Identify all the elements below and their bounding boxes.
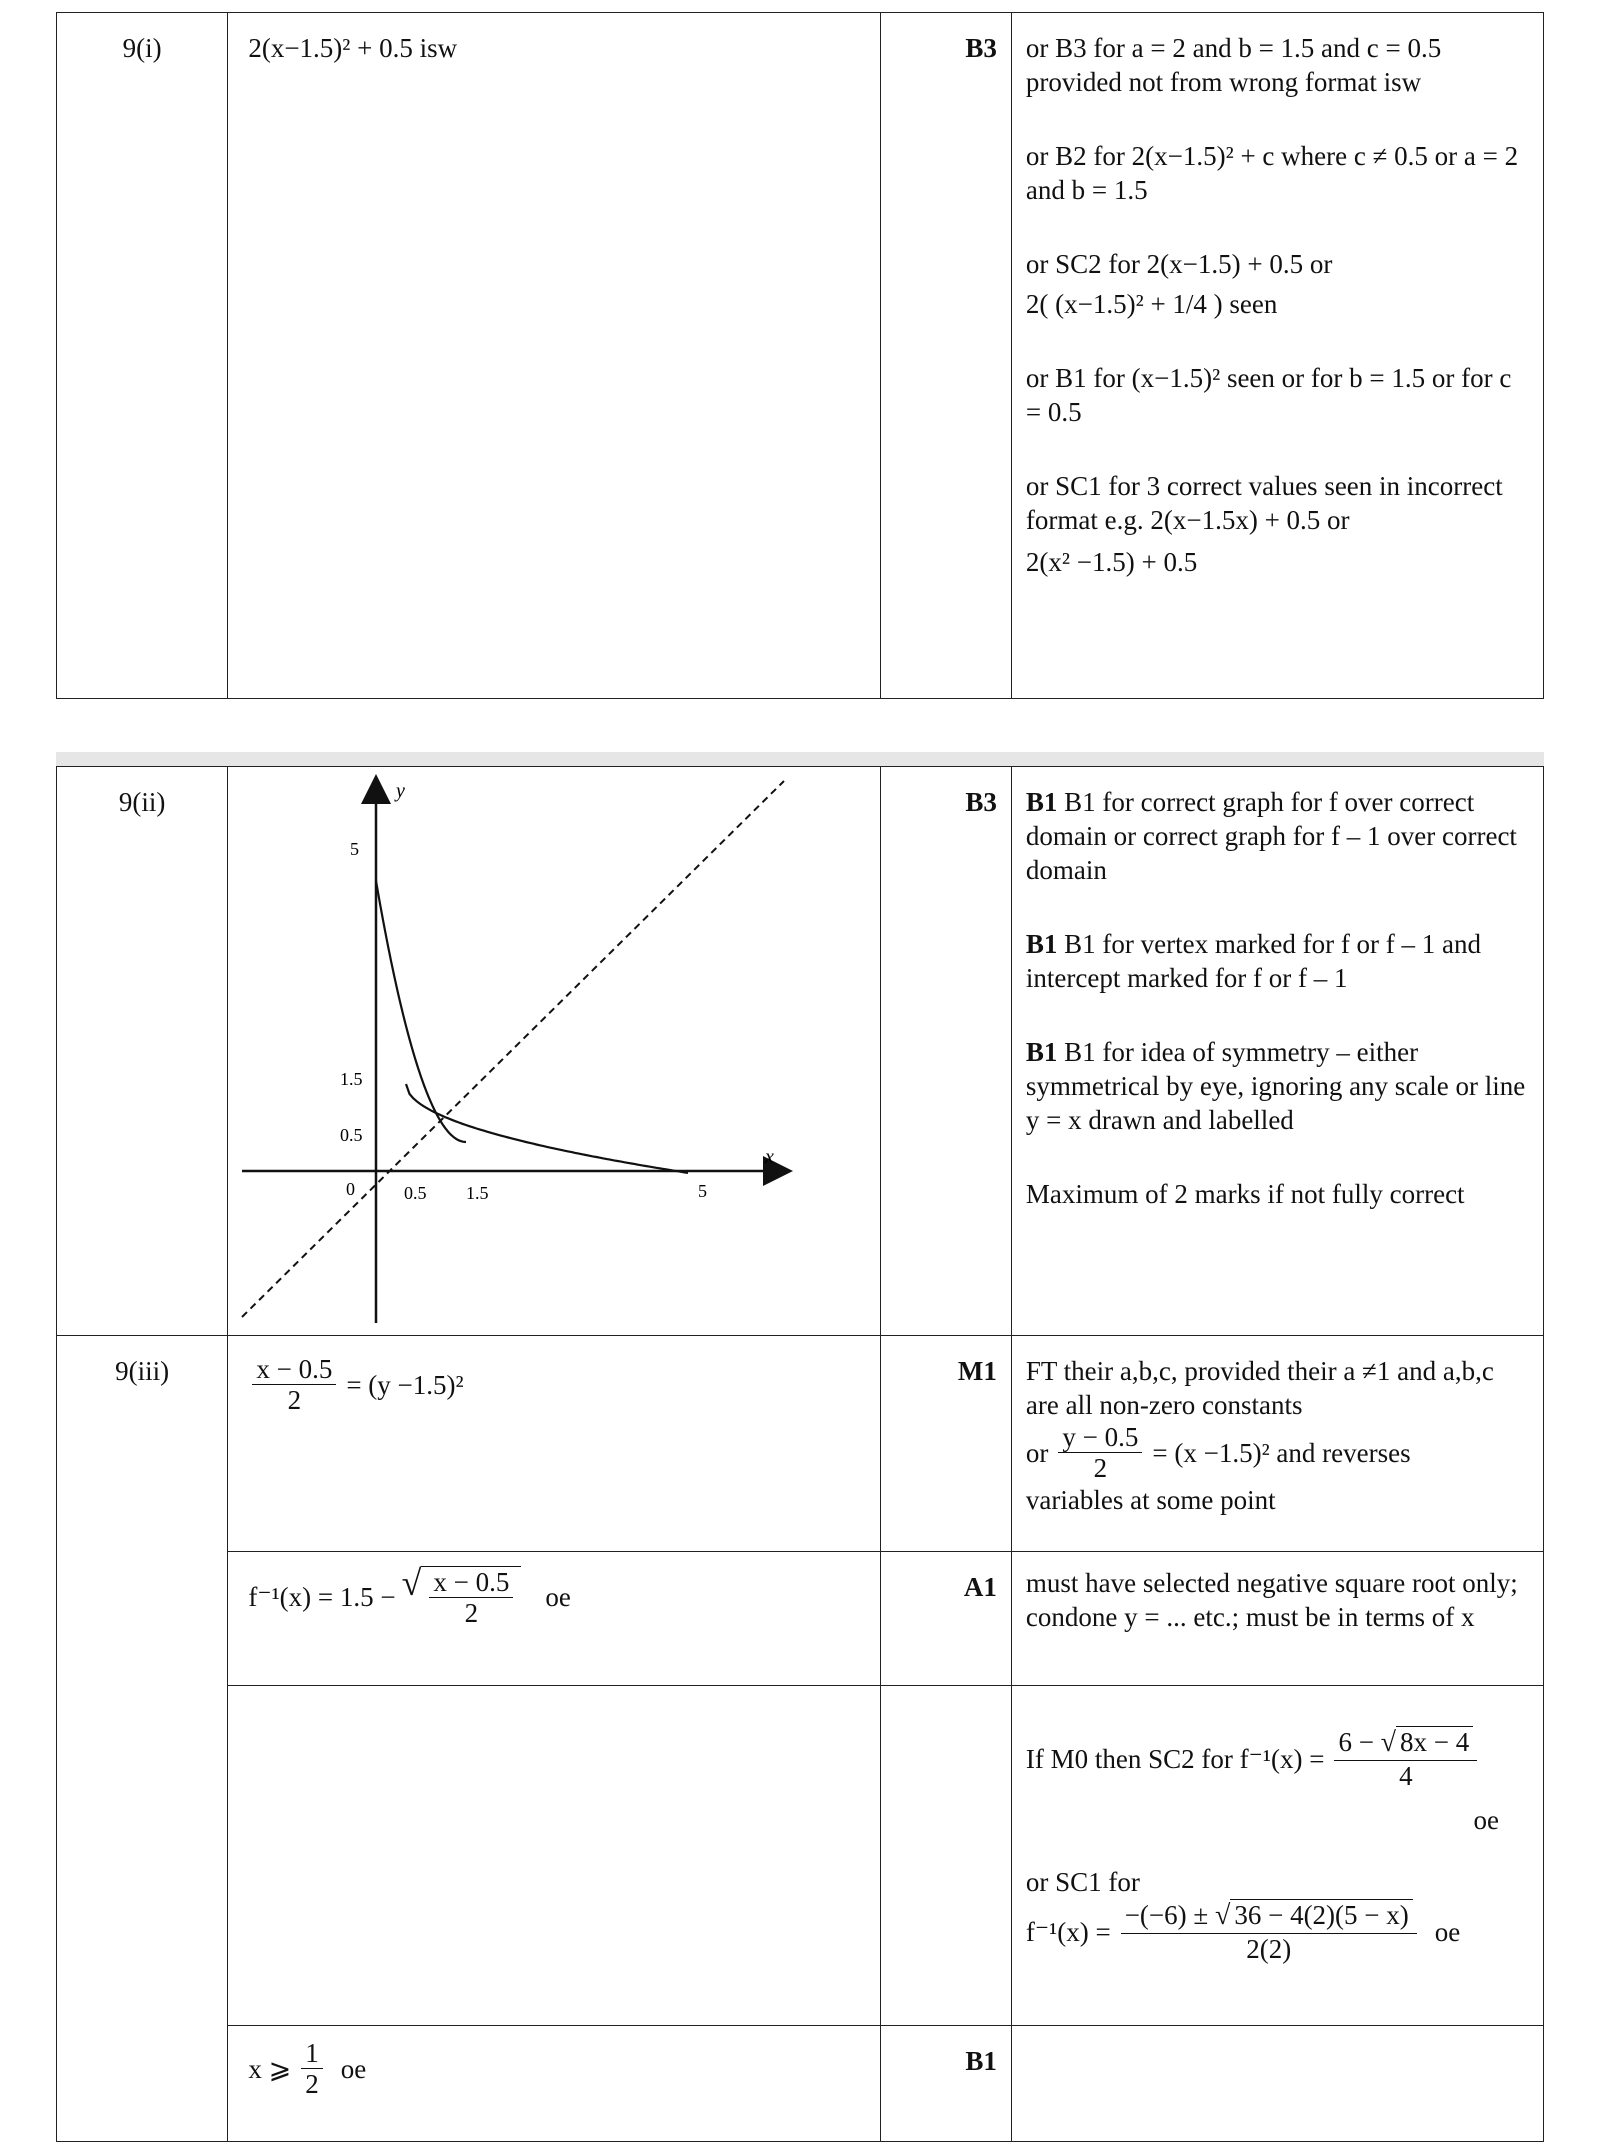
- guidance-sc1: or SC1 for 3 correct values seen in incorrect format e.g. 2(x−1.5x) + 0.5 or: [1025, 471, 1503, 535]
- table-row: [57, 1686, 1544, 2026]
- guidance-sc2-formula: If M0 then SC2 for f⁻¹(x) = 6 − √ 8x − 4 4: [1026, 1726, 1481, 1791]
- question-number: 9(i): [122, 33, 162, 63]
- x-tick-label: 1.5: [466, 1183, 489, 1203]
- guidance-b2: or B2 for 2(x−1.5)² + c where c ≠ 0.5 or a = 2 and b = 1.5: [1025, 141, 1519, 205]
- answer-cell: [228, 1552, 880, 1686]
- guidance-b3: or B3 for a = 2 and b = 1.5 and c = 0.5 provided not from wrong format isw: [1025, 33, 1442, 97]
- question-number-cell: [57, 767, 228, 1336]
- mark-cell: [880, 1336, 1011, 1552]
- guidance-sc1-formula: f⁻¹(x) = −(−6) ± √ 36 − 4(2)(5 − x) 2(2) oe: [1025, 1900, 1461, 1964]
- guidance-vertex: B1 B1 for vertex marked for f or f – 1 and intercept marked for f or f – 1: [1025, 929, 1482, 993]
- mark-cell: [880, 2026, 1011, 2142]
- table-row: [57, 1336, 1544, 1552]
- x-axis-label: x: [765, 1146, 775, 1168]
- answer-m1: $\frac{x - 0.5}{2}$ = (y −1.5)²: [228, 1336, 463, 1415]
- guidance-reverse: or $\frac{y - 0.5}{2}$ = (x −1.5)² and reverses: [1025, 1422, 1411, 1483]
- answer-a1: f⁻¹(x) = 1.5 − √ $\frac{x - 0.5}{2}$ oe: [248, 1563, 571, 1628]
- mark-cell: [880, 767, 1011, 1336]
- y-tick-label: 0.5: [340, 1125, 363, 1145]
- question-number: 9(iii): [115, 1356, 170, 1386]
- table-row: [57, 2026, 1544, 2142]
- answer-cell: [228, 13, 880, 699]
- mark-label: B3: [965, 787, 997, 817]
- table-row: [57, 1552, 1544, 1686]
- guidance-variables: variables at some point: [1025, 1485, 1276, 1515]
- mark-cell: [880, 1552, 1011, 1686]
- section-divider: [56, 752, 1544, 766]
- answer-b1: x ⩾ $\frac{1}{2}$ oe: [248, 2038, 367, 2099]
- x-tick-label: 0.5: [404, 1183, 427, 1203]
- y-tick-label: 1.5: [340, 1069, 363, 1089]
- guidance-b1: or B1 for (x−1.5)² seen or for b = 1.5 or for c = 0.5: [1025, 363, 1512, 427]
- guidance-negative-root: must have selected negative square root only; condone y = ... etc.; must be in terms of x: [1025, 1568, 1518, 1632]
- guidance-sc1-lead: or SC1 for: [1025, 1867, 1140, 1897]
- guidance-sc2-alt: 2( (x−1.5)² + 1/4 ) seen: [1025, 289, 1278, 319]
- mark-scheme-table-9i: [56, 12, 1544, 699]
- function-graph: [228, 767, 868, 1327]
- guidance-max: Maximum of 2 marks if not fully correct: [1025, 1179, 1465, 1209]
- graph-cell: [228, 767, 880, 1336]
- guidance-cell: [1011, 1552, 1543, 1686]
- mark-label: M1: [957, 1356, 997, 1386]
- guidance-cell: [1011, 13, 1543, 699]
- line-y-equals-x: [242, 781, 784, 1317]
- answer-text: 2(x−1.5)² + 0.5 isw: [248, 33, 458, 63]
- answer-cell: [228, 1336, 880, 1552]
- guidance-sc2: or SC2 for 2(x−1.5) + 0.5 or: [1025, 249, 1333, 279]
- y-axis-label: y: [396, 780, 406, 802]
- answer-cell: [228, 2026, 880, 2142]
- origin-label: 0: [346, 1179, 356, 1199]
- table-row: [57, 767, 1544, 1336]
- curve-f: [376, 881, 466, 1142]
- mark-label: B1: [965, 2046, 997, 2076]
- mark-label: A1: [963, 1572, 997, 1602]
- guidance-cell: [1011, 767, 1543, 1336]
- mark-scheme-table-9ii-9iii: [56, 766, 1544, 2142]
- guidance-graph: B1 B1 for correct graph for f over correct domain or correct graph for f – 1 over correct domain: [1025, 787, 1517, 885]
- question-number-cell: [57, 13, 228, 699]
- question-number-cell: [57, 1336, 228, 2142]
- guidance-cell: [1011, 1686, 1543, 2026]
- mark-label: B3: [965, 33, 997, 63]
- guidance-cell: [1011, 1336, 1543, 1552]
- guidance-symmetry: B1 B1 for idea of symmetry – either symmetrical by eye, ignoring any scale or line y = x drawn and labelled: [1025, 1037, 1526, 1135]
- table-row: [57, 13, 1544, 699]
- mark-cell: [880, 13, 1011, 699]
- guidance-ft: FT their a,b,c, provided their a ≠1 and a,b,c are all non-zero constants: [1025, 1356, 1494, 1420]
- curve-f-inverse: [406, 1084, 688, 1173]
- guidance-sc2-oe: oe: [1473, 1805, 1499, 1835]
- question-number: 9(ii): [118, 787, 166, 817]
- y-tick-label: 5: [350, 839, 360, 859]
- guidance-sc1-alt: 2(x² −1.5) + 0.5: [1025, 547, 1198, 577]
- x-tick-label: 5: [698, 1181, 708, 1201]
